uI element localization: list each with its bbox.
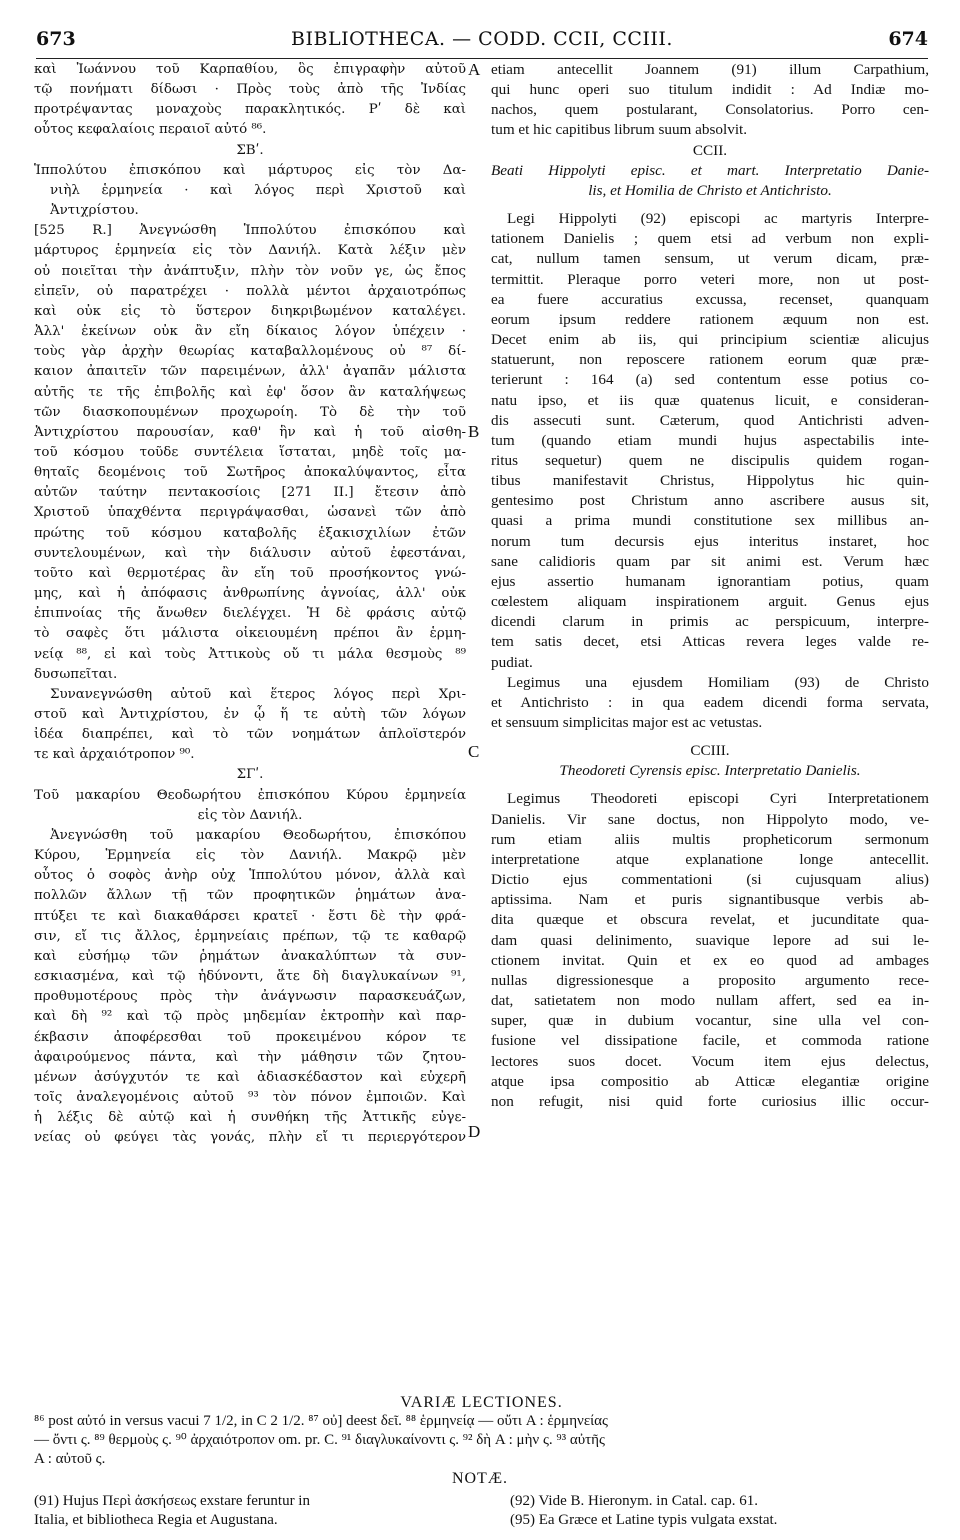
latin-text-line: etiam antecellit Joannem (91) illum Carpathium, xyxy=(491,61,929,78)
greek-text-line: μένων ἀσύγχυτόν τε καὶ ἀδιασκέδαστον καὶ εὐχερῆ xyxy=(34,1069,466,1085)
latin-text-line: aptissima. Nam et puris signantibusque verbis ab- xyxy=(491,891,929,909)
latin-text-line: et sensuum simplicitas major est ac vetustas. xyxy=(491,714,763,731)
greek-text-line: ἀφαιρούμενος πάντα, καὶ τὴν μάθησιν τῶν ζητου- xyxy=(34,1049,466,1065)
greek-text-line: εσκιασμένα, καὶ τῷ ἡδύνοντι, ἅτε δὴ διαγλυκαίνων ⁹¹, xyxy=(34,969,466,985)
greek-text-line: προτρέψαντας μοναχοὺς παρακλητικός. Ρʹ δὲ καὶ xyxy=(34,102,466,118)
greek-text-line: μης, καὶ ἡ ἀπόφασις ἀνθρωπίνης ἀγνοίας, ἀλλ' οὐκ xyxy=(34,586,466,602)
latin-text-line: qui hunc operi suo titulum indidit : Ad Indiæ mo- xyxy=(491,81,929,99)
greek-text-line: τοὺς γὰρ ἀρχὴν θεωρίας καταβαλλομένους οὐ ⁸⁷ δί- xyxy=(34,344,466,360)
latin-text-line: terierunt : 164 (a) sed contentum esse potius co- xyxy=(491,371,929,389)
latin-text-line: cat, nullum tamen sensum, ut verum dicam, præ- xyxy=(491,250,929,268)
latin-text-line: norum tum decursis ejus interitus instaret, hoc xyxy=(491,532,929,550)
margin-marker-d: D xyxy=(468,1122,481,1141)
margin-marker-a: A xyxy=(468,60,481,79)
nota-line: Italia, et bibliotheca Regia et Augustana. xyxy=(34,1512,278,1528)
latin-text-line: Beati Hippolyti episc. et mart. Interpretatio Danie- xyxy=(491,161,929,179)
latin-text-line: ea fuere accuratius excussa, recenset, quanquam xyxy=(491,290,929,308)
latin-text-line: eorum ipsum reddere rationem æquum non est. xyxy=(491,310,929,328)
greek-text-line: Συνανεγνώσθη αὐτοῦ καὶ ἕτερος λόγος περὶ Χρι- xyxy=(50,686,466,702)
latin-text-line: super, quæ in dubium vocantur, sine ulla vel con- xyxy=(491,1012,929,1030)
latin-text-line: et Antichristo : in qua eadem dicendi forma servata, xyxy=(491,693,929,711)
greek-text-line: δυσωπεῖται. xyxy=(34,666,118,682)
latin-text-line: tem satis decet, etsi Atticas revera leges valde re- xyxy=(491,633,929,651)
latin-text-line: gentesimo post Christum anno ascribere ausus sit, xyxy=(491,492,929,510)
greek-text-line: Κύρου, Ἑρμηνεία εἰς τὸν Δανιήλ. Μακρῷ μὲν xyxy=(34,848,466,864)
greek-text-line: τῷ πονήματι δίδωσι · Πρὸς τοὺς ἀπὸ τῆς Ἰνδίας xyxy=(34,82,466,98)
notae-left xyxy=(34,1492,310,1530)
page-number-left: 673 xyxy=(36,28,76,50)
greek-text-line: τῶν διασκοπουμένων προχωροίη. Τὸ δὲ τὴν τοῦ xyxy=(34,404,466,420)
greek-text-line: καιον ἀπαιτεῖν τῶν παρειμένων, ἀλλ' ἀγαπᾶν μάλιστα xyxy=(34,364,466,380)
latin-text-line: rum etiam aliis multis propheticorum sermonum xyxy=(491,830,929,848)
paragraph-gap xyxy=(491,781,929,789)
latin-text-line: nullas digressionesque a proposito argumento rece- xyxy=(491,971,929,989)
greek-text-line: ἐπιπνοίας τῆς ἄνωθεν διελέγχει. Ἡ δὲ φράσις αὐτῷ xyxy=(34,606,466,622)
latin-text-line: Legi Hippolyti (92) episcopi ac martyris Interpre- xyxy=(507,210,929,228)
greek-text-line: στοῦ καὶ Ἀντιχρίστου, ἐν ᾧ ἥ τε αὐτὴ τῶν λόγων xyxy=(34,707,466,722)
greek-text-line: Ἀλλ' ἐκείνων οὐκ ἂν εἴη δίκαιος λόγον ὑπέχειν · xyxy=(34,324,466,340)
latin-text-line: sane calidioris quam par sit animi est. Verum hæc xyxy=(491,552,929,570)
latin-text-line: interpretatione atque explanatione longe antecellit. xyxy=(491,850,929,868)
greek-text-line: τοῦ κόσμου τοῦδε συντέλεια ἵσταται, μηδὲ τοῖς μα- xyxy=(34,444,466,460)
latin-text-line: atque ipsa compositio ab Atticæ elegantiæ origine xyxy=(491,1072,929,1090)
latin-text-line: Danielis. Vir sane doctus, non Hippolyto modo, ve- xyxy=(491,810,929,828)
greek-text-line: τοῖς ἀναλεγομένοις αὐτοῦ ⁹³ τὸν πόνον ἐμποιῶν. Καὶ xyxy=(34,1089,466,1105)
greek-text-line: οὗτος ὁ σοφὸς ἀνὴρ οὐχ Ἱππολύτου μόνον, ἀλλὰ καὶ xyxy=(34,868,466,884)
greek-text-line: καὶ εὐσήμῳ τῶν ῥημάτων ἀνακαλύπτων τὰ συν- xyxy=(34,948,466,964)
nota-line: (92) Vide B. Hieronym. in Catal. cap. 61. xyxy=(510,1493,758,1509)
greek-text-line: καὶ Ἰωάννου τοῦ Καρπαθίου, ὃς ἐπιγραφὴν αὐτοῦ xyxy=(34,62,466,77)
margin-marker-b: B xyxy=(468,422,480,441)
latin-text-line: termittit. Pleraque porro veteri more, non ut post- xyxy=(491,270,929,288)
latin-text-line: Decet enim ab iis, qui principium scientiæ alicujus xyxy=(491,331,929,349)
greek-text-line: οὐ ποιεῖται τὴν ἀνάπτυξιν, πλὴν τὸν νοῦν γε, ὡς ἔπος xyxy=(34,263,466,279)
running-title: BIBLIOTHECA. — CODD. CCII, CCIII. xyxy=(291,28,673,50)
greek-text-line: έκβασιν ἀποφέρεσθαι τοῦ προκειμένου κόρον τε xyxy=(34,1029,466,1045)
latin-text-line: ejus assertio humanam ignorantiam potius, quam xyxy=(491,572,929,590)
greek-text-line: αὐτῆς τε τῆς ἐπιβολῆς καὶ ἐφ' ὅσον ἂν καταλήψεως xyxy=(34,384,466,400)
greek-column xyxy=(34,60,466,1148)
latin-column xyxy=(491,60,929,1112)
variae-heading: VARIÆ LECTIONES. xyxy=(400,1394,563,1411)
latin-text-line: tum et hic capitibus librum suum absolvit. xyxy=(491,121,748,139)
greek-text-line: πρώτης τοῦ κόσμου καταβολῆς ἑξακισχιλίων ἐτῶν xyxy=(34,525,466,541)
latin-text-line: tationem Danielis ; quem etsi ad verbum non expli- xyxy=(491,230,929,248)
page-header xyxy=(36,28,928,52)
latin-text-line: ritus sequetur) quem ne discipulis quidem rogan- xyxy=(491,451,929,469)
section-heading: lis, et Homilia de Christo et Antichristo. xyxy=(588,181,832,199)
page-number-right: 674 xyxy=(888,28,928,50)
latin-text-line: dicendi clarum in primis ac perspicuum, interpre- xyxy=(491,613,929,631)
latin-text-line: dis assecuti sunt. Cæterum, quod Antichristi adven- xyxy=(491,411,929,429)
notae-heading: NOTÆ. xyxy=(451,1470,509,1487)
latin-text-line: Dictio ejus commentationi (si cujusquam alius) xyxy=(491,871,929,889)
greek-text-line: Ἀνεγνώσθη τοῦ μακαρίου Θεοδωρήτου, ἐπισκόπου xyxy=(50,827,466,843)
nota-line: (91) Hujus Περὶ ἀσκήσεως exstare feruntur in xyxy=(34,1493,310,1509)
latin-text-line: Legimus Theodoreti episcopi Cyri Interpretationem xyxy=(507,790,929,808)
latin-text-line: ctionem invitat. Quin et ex eo quod ad ambages xyxy=(491,951,929,969)
greek-text-line: [525 R.] Ἀνεγνώσθη Ἱππολύτου ἐπισκόπου καὶ xyxy=(34,223,466,239)
variae-lectiones xyxy=(34,1393,929,1469)
greek-text-line: νείᾳ ⁸⁸, εἰ καὶ τοὺς Ἀττικοὺς οὔ τι μάλα θεσμοὺς ⁸⁹ xyxy=(34,646,466,662)
greek-text-line: αὐτῶν ταύτην πεντακοσίοις [271 II.] ἔτεσιν ἀπὸ xyxy=(34,485,466,501)
latin-text-line: nachos, quem postularant, Consolatorius. Porro cen- xyxy=(491,101,929,119)
greek-text-line: σιν, εἴ τις ἄλλος, ἑρμηνείαις πρέπων, τῷ τε καθαρῷ xyxy=(34,928,466,944)
latin-text-line: non refugit, nisi quid forte curiosius illic occur- xyxy=(491,1092,929,1110)
latin-text-line: Legimus una ejusdem Homiliam (93) de Christo xyxy=(507,673,929,691)
margin-marker-c: C xyxy=(468,742,480,761)
latin-text-line: tibus manifestavit Christus, Hippolytus hic quin- xyxy=(491,472,929,490)
greek-text-line: ἡ λέξις δὲ αὐτῷ καὶ ἡ συνθήκη τῆς Ἀττικῆς εὐγε- xyxy=(34,1110,466,1126)
greek-text-line: πολλῶν ἄλλων τῇ τῶν προφητικῶν ῥημάτων ἀνα- xyxy=(34,888,466,904)
greek-text-line: ἰδέα διαπρέπει, καὶ τὸ τῶν νοημάτων ἁπλοϊστερόν xyxy=(34,727,466,743)
greek-text-line: τοῦτο καὶ θερμοτέρας ἂν εἴη τοῦ προσήκοντος γνώ- xyxy=(34,565,466,581)
greek-text-line: καὶ δὴ ⁹² καὶ τῷ πρὸς μηδεμίαν ἐκτροπὴν καὶ παρ- xyxy=(34,1009,466,1025)
latin-text-line: statuerunt, non reposcere rationem eorum quæ præ- xyxy=(491,351,929,369)
latin-text-line: dam quasi delinimento, suavique lepore ad sui le- xyxy=(491,931,929,949)
latin-text-line: natu ipso, et iis quæ quatenus licuit, e consideran- xyxy=(491,391,929,409)
greek-text-line: συντελουμένων, καὶ τὴν διάλυσιν αὐτοῦ ἐφεστάναι, xyxy=(34,545,466,561)
latin-text-line: dat, satietatem non modo nullam affert, sed ea in- xyxy=(491,992,929,1010)
greek-text-line: μάρτυρος ἑρμηνεία εἰς τὸν Δανιήλ. Κατὰ λέξιν μὲν xyxy=(34,243,466,259)
greek-text-line: οὗτος κεφαλαίοις περαιοῖ αὐτό ⁸⁶. xyxy=(34,122,267,138)
variae-line: — ὄντι ς. ⁸⁹ θερμοὺς ς. ⁹⁰ ἀρχαιότροπον om. pr. C. ⁹¹ διαγλυκαίνοντι ς. ⁹² δὴ A : μὴν ς. ⁹³ αὐτῆς xyxy=(34,1432,605,1448)
latin-text-line: lectores suos docet. Vocum item ejus delectus, xyxy=(491,1052,929,1070)
greek-text-line: πτύξει τε καὶ διακαθάρσει κρατεῖ · ἔστι δὲ τὴν φρά- xyxy=(34,908,466,924)
variae-line: A : αὐτοῦ ς. xyxy=(34,1451,106,1467)
greek-text-line: Ἀντιχρίστου. xyxy=(50,203,139,219)
latin-text-line: quasi a prima mundi constitutione sex millibus an- xyxy=(491,512,929,530)
header-rule xyxy=(36,58,928,59)
greek-text-line: τὸ σαφὲς ὅτι μάλιστα οἰκειουμένη πρέποι ἂν ἑρμη- xyxy=(34,626,466,642)
greek-text-line: τε καὶ ἀρχαιότροπον ⁹⁰. xyxy=(34,747,195,763)
greek-text-line: νιὴλ ἑρμηνεία · καὶ λόγος περὶ Χριστοῦ καὶ xyxy=(50,182,466,198)
greek-text-line: νείας οὐ φεύγει τὰς γονάς, πλὴν εἴ τι περιεργότερον xyxy=(34,1130,466,1146)
section-heading: ΣΓʹ. xyxy=(236,767,264,783)
section-heading: Theodoreti Cyrensis episc. Interpretatio Danielis. xyxy=(559,762,861,780)
latin-text-line: dita quæque et obscura revelat, et jucunditate qua- xyxy=(491,911,929,929)
greek-text-line: καὶ οὐκ εἰς τὸ ὕστερον διηκριβωμένον καταλέγει. xyxy=(34,303,466,319)
greek-text-line: Ἱππολύτου ἐπισκόπου καὶ μάρτυρος εἰς τὸν Δα- xyxy=(34,162,466,178)
greek-text-line: Ἀντιχρίστου παρουσίαν, καθ' ἣν καὶ ἡ τοῦ αἰσθη- xyxy=(34,424,466,440)
latin-text-line: tum (quando etiam mundi hujus aspectabilis inte- xyxy=(491,431,929,449)
section-heading: ΣΒʹ. xyxy=(236,142,264,158)
section-heading: CCIII. xyxy=(690,742,730,760)
latin-text-line: fusione vel dissipatione facile, et commoda ratione xyxy=(491,1032,929,1050)
paragraph-gap xyxy=(491,733,929,741)
greek-text-line: προθυμοτέρους πρὸς τὴν ἀνάγνωσιν παρασκευάζων, xyxy=(34,989,466,1005)
greek-text-line: Χριστοῦ ὑπαχθέντα περιγράψασθαι, ὡσανεὶ τῶν ἀπὸ xyxy=(34,505,466,521)
section-heading: εἰς τὸν Δανιήλ. xyxy=(197,807,303,823)
latin-text-line: cœlestem aliquam inspirationem arguit. Genus ejus xyxy=(491,593,929,611)
notae-right xyxy=(510,1492,777,1530)
section-heading: CCII. xyxy=(692,141,728,159)
nota-line: (95) Ea Græce et Latine typis vulgata exstat. xyxy=(510,1512,778,1528)
greek-text-line: θηταῖς δεομένοις τοῦ Σωτῆρος ἀποκαλύψαντος, εἶτα xyxy=(34,465,466,481)
paragraph-gap xyxy=(491,201,929,209)
greek-text-line: Τοῦ μακαρίου Θεοδωρήτου ἐπισκόπου Κύρου ἑρμηνεία xyxy=(34,787,466,803)
latin-text-line: pudiat. xyxy=(491,653,533,671)
greek-text-line: εἰπεῖν, οὐ παρατρέχει · πολλὰ μέντοι ἀρχαιοτρόπως xyxy=(34,283,466,299)
variae-line: ⁸⁶ post αὐτό in versus vacui 7 1/2, in C 2 1/2. ⁸⁷ οὐ] deest δεῖ. ⁸⁸ ἑρμηνείᾳ — οὔτι A : ἑρμηνείας xyxy=(34,1413,608,1429)
